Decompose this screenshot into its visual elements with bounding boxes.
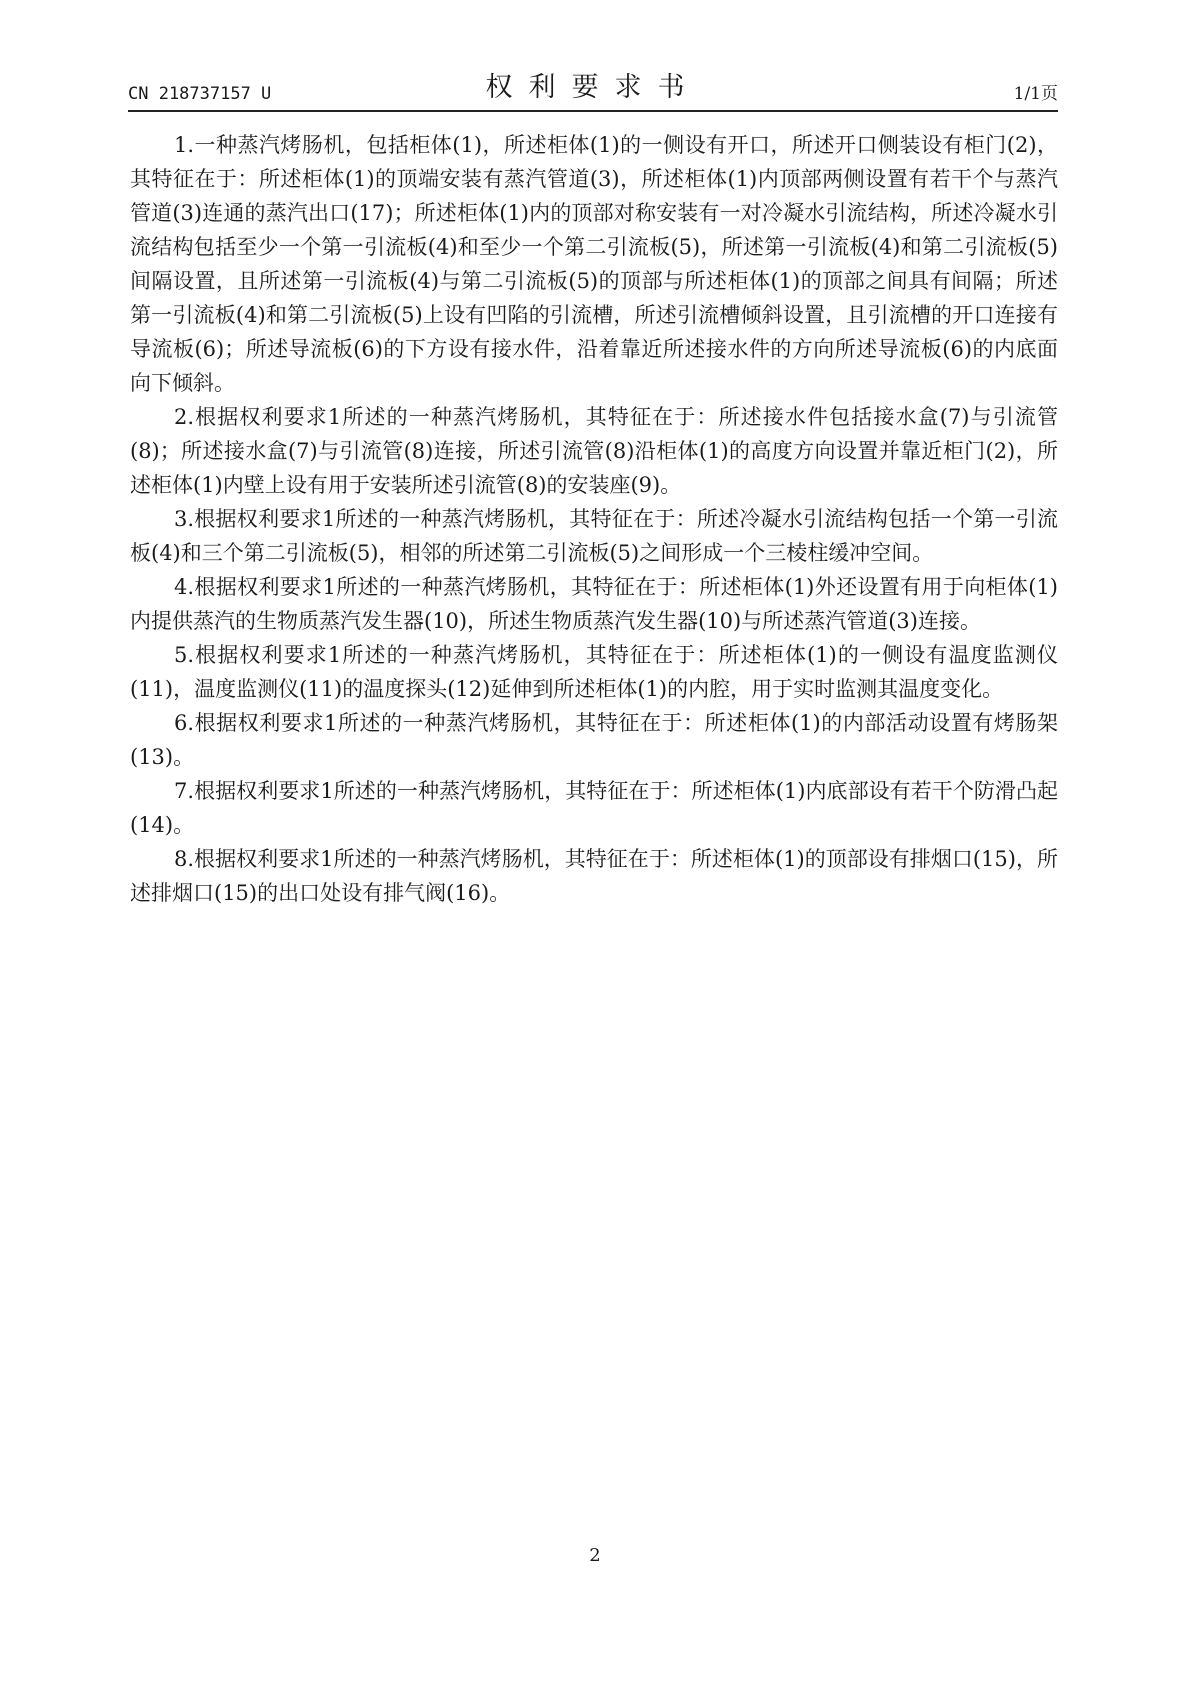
claims-body xyxy=(130,128,1058,910)
patent-number: CN 218737157 U xyxy=(128,84,272,104)
document-title: 权利要求书 xyxy=(485,72,701,103)
claim-4: 4.根据权利要求1所述的一种蒸汽烤肠机，其特征在于：所述柜体(1)外还设置有用于向柜体(1)内提供蒸汽的生物质蒸汽发生器(10)，所述生物质蒸汽发生器(10)与所述蒸汽管道(3)连接。 xyxy=(130,575,1058,633)
claim-7: 7.根据权利要求1所述的一种蒸汽烤肠机，其特征在于：所述柜体(1)内底部设有若干个防滑凸起(14)。 xyxy=(130,779,1058,837)
claim-2: 2.根据权利要求1所述的一种蒸汽烤肠机，其特征在于：所述接水件包括接水盒(7)与引流管(8)；所述接水盒(7)与引流管(8)连接，所述引流管(8)沿柜体(1)的高度方向设置并靠近柜门(2)，所述柜体(1)内壁上设有用于安装所述引流管(8)的安装座(9)。 xyxy=(130,405,1058,497)
claim-5: 5.根据权利要求1所述的一种蒸汽烤肠机，其特征在于：所述柜体(1)的一侧设有温度监测仪(11)，温度监测仪(11)的温度探头(12)延伸到所述柜体(1)的内腔，用于实时监测其温度变化。 xyxy=(130,643,1058,701)
page-count: 1/1页 xyxy=(1013,84,1058,104)
claim-8: 8.根据权利要求1所述的一种蒸汽烤肠机，其特征在于：所述柜体(1)的顶部设有排烟口(15)，所述排烟口(15)的出口处设有排气阀(16)。 xyxy=(130,847,1058,905)
claim-3: 3.根据权利要求1所述的一种蒸汽烤肠机，其特征在于：所述冷凝水引流结构包括一个第一引流板(4)和三个第二引流板(5)，相邻的所述第二引流板(5)之间形成一个三棱柱缓冲空间。 xyxy=(130,507,1058,565)
page-number: 2 xyxy=(589,1545,601,1566)
page-header xyxy=(128,66,1058,112)
claim-1: 1.一种蒸汽烤肠机，包括柜体(1)，所述柜体(1)的一侧设有开口，所述开口侧装设有柜门(2)，其特征在于：所述柜体(1)的顶端安装有蒸汽管道(3)，所述柜体(1)内顶部两侧设置有若干个与蒸汽管道(3)连通的蒸汽出口(17)；所述柜体(1)内的顶部对称安装有一对冷凝水引流结构，所述冷凝水引流结构包括至少一个第一引流板(4)和至少一个第二引流板(5)，所述第一引流板(4)和第二引流板(5)间隔设置，且所述第一引流板(4)与第二引流板(5)的顶部与所述柜体(1)的顶部之间具有间隔；所述第一引流板(4)和第二引流板(5)上设有凹陷的引流槽，所述引流槽倾斜设置，且引流槽的开口连接有导流板(6)；所述导流板(6)的下方设有接水件，沿着靠近所述接水件的方向所述导流板(6)的内底面向下倾斜。 xyxy=(130,133,1058,395)
claim-6: 6.根据权利要求1所述的一种蒸汽烤肠机，其特征在于：所述柜体(1)的内部活动设置有烤肠架(13)。 xyxy=(130,711,1058,769)
